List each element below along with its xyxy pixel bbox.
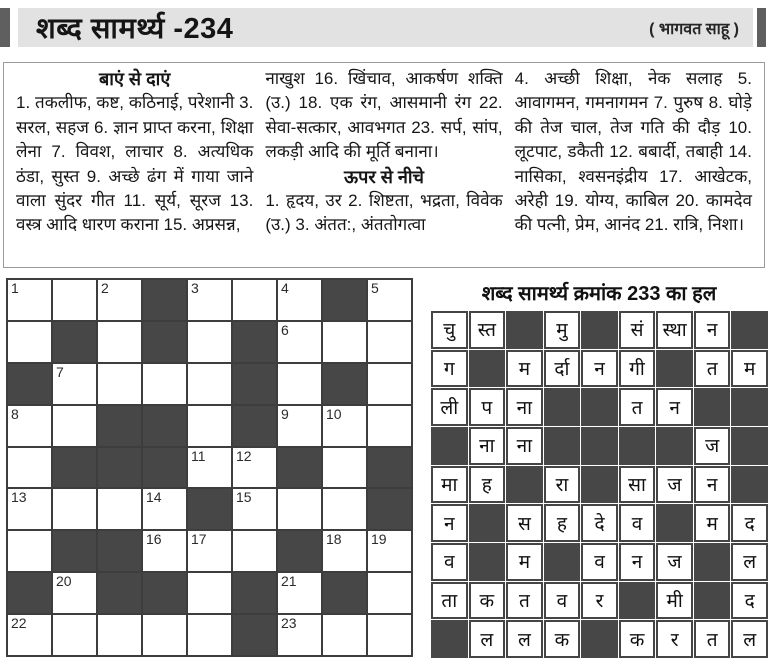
cell-letter: ल [743, 629, 757, 651]
cell-letter: स [517, 513, 531, 535]
crossword-puzzle-grid [6, 278, 413, 657]
cell-number: 7 [56, 363, 64, 380]
puzzle-block-cell [323, 280, 366, 320]
puzzle-cell[interactable] [53, 280, 96, 320]
puzzle-block-cell [143, 573, 186, 613]
solution-block-cell [694, 543, 731, 581]
puzzle-cell[interactable] [323, 615, 366, 655]
puzzle-block-cell [188, 489, 231, 529]
solution-cell [469, 620, 506, 658]
cell-letter: ल [743, 552, 757, 574]
puzzle-block-cell [233, 322, 276, 362]
solution-cell [731, 504, 768, 542]
solution-block-cell [544, 543, 581, 581]
solution-block-cell [431, 620, 468, 658]
puzzle-cell[interactable] [368, 322, 411, 362]
cell-letter: ज [667, 552, 682, 574]
puzzle-cell[interactable] [188, 322, 231, 362]
solution-cell [694, 620, 731, 658]
cell-letter: स्था [662, 320, 687, 342]
puzzle-cell[interactable] [233, 489, 276, 529]
cell-letter: ह [481, 474, 492, 496]
cell-letter: ना [516, 436, 533, 458]
puzzle-cell[interactable] [323, 406, 366, 446]
puzzle-cell[interactable] [278, 322, 321, 362]
puzzle-cell[interactable] [143, 364, 186, 404]
puzzle-block-cell [143, 448, 186, 488]
cell-number: 17 [191, 531, 207, 548]
puzzle-cell[interactable] [8, 280, 51, 320]
solution-cell [469, 466, 506, 504]
cell-number: 1 [11, 280, 19, 296]
solution-cell [506, 427, 543, 465]
puzzle-cell[interactable] [98, 364, 141, 404]
puzzle-cell[interactable] [278, 615, 321, 655]
solution-cell [506, 582, 543, 620]
cell-letter: न [594, 358, 605, 380]
cell-letter: स्त [477, 320, 496, 342]
cell-letter: क [479, 590, 495, 612]
solution-block-cell [694, 388, 731, 426]
solution-block-cell [544, 427, 581, 465]
clues-box [3, 62, 765, 268]
cell-letter: ग [443, 358, 455, 380]
solution-cell [656, 543, 693, 581]
solution-cell [619, 504, 656, 542]
puzzle-cell[interactable] [53, 615, 96, 655]
cell-letter: क [629, 629, 645, 651]
cell-number: 18 [326, 531, 342, 548]
solution-block-cell [544, 388, 581, 426]
cell-letter: व [556, 590, 568, 612]
puzzle-block-cell [143, 406, 186, 446]
cell-letter: न [706, 320, 718, 342]
puzzle-block-cell [368, 448, 411, 488]
cell-letter: क [554, 629, 570, 651]
cell-letter: द [744, 513, 755, 535]
cell-letter: मु [556, 320, 568, 342]
puzzle-cell[interactable] [8, 448, 51, 488]
solution-cell [581, 350, 618, 388]
cell-number: 15 [236, 489, 252, 506]
solution-cell [656, 311, 693, 349]
puzzle-cell[interactable] [368, 406, 411, 446]
solution-cell [506, 504, 543, 542]
cell-letter: द [744, 590, 755, 612]
solution-block-cell [469, 350, 506, 388]
solution-cell [544, 504, 581, 542]
puzzle-block-cell [143, 280, 186, 320]
solution-cell [731, 543, 768, 581]
puzzle-block-cell [53, 448, 96, 488]
puzzle-cell[interactable] [53, 573, 96, 613]
puzzle-cell[interactable] [233, 448, 276, 488]
solution-cell [506, 543, 543, 581]
puzzle-cell[interactable] [188, 364, 231, 404]
cell-number: 8 [11, 405, 19, 422]
across-heading: बाएं से दाएं [99, 69, 171, 89]
solution-cell [656, 466, 693, 504]
cell-letter: सं [630, 320, 644, 342]
puzzle-cell[interactable] [98, 322, 141, 362]
puzzle-cell[interactable] [188, 573, 231, 613]
cell-letter: गी [629, 358, 645, 380]
solution-block-cell [619, 427, 656, 465]
solution-cell [544, 350, 581, 388]
puzzle-block-cell [98, 531, 141, 571]
puzzle-cell[interactable] [98, 280, 141, 320]
puzzle-cell[interactable] [233, 531, 276, 571]
solution-block-cell [656, 350, 693, 388]
cell-number: 12 [236, 447, 252, 464]
solution-block-cell [731, 311, 768, 349]
cell-letter: र [595, 590, 604, 612]
puzzle-cell[interactable] [53, 406, 96, 446]
cell-letter: म [518, 358, 531, 380]
solution-cell [619, 388, 656, 426]
cell-number: 16 [146, 531, 162, 548]
puzzle-block-cell [53, 322, 96, 362]
cell-number: 2 [101, 280, 109, 296]
cell-number: 9 [281, 405, 289, 422]
cell-letter: म [518, 552, 531, 574]
cell-letter: त [706, 629, 718, 651]
solution-cell [694, 504, 731, 542]
solution-cell [656, 620, 693, 658]
solution-heading: शब्द सामर्थ्य क्रमांक 233 का हल [481, 283, 717, 305]
solution-block-cell [506, 466, 543, 504]
header-band [18, 8, 753, 47]
puzzle-cell[interactable] [368, 573, 411, 613]
across-clues-part2: नाखुश 16. खिंचाव, आकर्षण शक्ति (उ.) 18. एक रंग, आसमानी रंग 22. सेवा-सत्कार, आवभगत 23. सर्प, सांप, लकड़ी आदि की मूर्ति बनाना। [265, 69, 503, 162]
puzzle-cell[interactable] [8, 406, 51, 446]
solution-cell [431, 311, 468, 349]
solution-cell [694, 427, 731, 465]
solution-block-cell [581, 466, 618, 504]
cell-number: 11 [191, 447, 206, 464]
solution-block-cell [619, 582, 656, 620]
cell-number: 13 [11, 489, 27, 506]
solution-cell [506, 388, 543, 426]
puzzle-cell[interactable] [278, 364, 321, 404]
cell-letter: ल [480, 629, 494, 651]
puzzle-cell[interactable] [278, 280, 321, 320]
cell-letter: त [706, 358, 718, 380]
solution-cell [431, 466, 468, 504]
puzzle-cell[interactable] [8, 322, 51, 362]
author-credit: ( भागवत साहू ) [649, 20, 739, 38]
cell-letter: न [631, 552, 643, 574]
solution-cell [694, 311, 731, 349]
puzzle-cell[interactable] [53, 489, 96, 529]
puzzle-cell[interactable] [368, 364, 411, 404]
solution-block-cell [469, 543, 506, 581]
puzzle-cell[interactable] [8, 489, 51, 529]
solution-block-cell [731, 388, 768, 426]
puzzle-cell[interactable] [8, 615, 51, 655]
puzzle-cell[interactable] [323, 531, 366, 571]
puzzle-cell[interactable] [188, 615, 231, 655]
cell-number: 14 [146, 489, 162, 506]
puzzle-block-cell [233, 406, 276, 446]
solution-cell [469, 427, 506, 465]
solution-cell [469, 388, 506, 426]
puzzle-block-cell [98, 406, 141, 446]
solution-cell [544, 620, 581, 658]
cell-letter: त [631, 397, 643, 419]
cell-letter: ली [440, 397, 459, 419]
cell-letter: ह [556, 513, 567, 535]
cell-letter: र [670, 629, 679, 651]
right-edge-bar [757, 8, 766, 47]
clue-column-2 [259, 67, 508, 263]
solution-cell [581, 543, 618, 581]
cell-letter: व [631, 513, 643, 535]
puzzle-cell[interactable] [278, 573, 321, 613]
puzzle-cell[interactable] [368, 531, 411, 571]
solution-cell [694, 350, 731, 388]
solution-cell [731, 350, 768, 388]
solution-block-cell [656, 427, 693, 465]
puzzle-cell[interactable] [8, 531, 51, 571]
down-clues-part2: 4. अच्छी शिक्षा, नेक सलाह 5. आवागमन, गमनागमन 7. पुरुष 8. घोड़े की तेज चाल, तेज गति की दौड़ 10. लूटपाट, डकैती 12. बबार्दी, तबाही 14. नासिका, श्वसनइंद्रीय 17. आखेटक, अरेही 19. योग्य, काबिल 20. कामदेव की पत्नी, प्रेम, आनंद 21. रात्रि, निशा। [514, 69, 752, 235]
solution-block-cell [694, 582, 731, 620]
puzzle-block-cell [323, 573, 366, 613]
cell-letter: ल [517, 629, 531, 651]
solution-cell [469, 311, 506, 349]
cell-number: 21 [281, 573, 297, 590]
puzzle-block-cell [233, 573, 276, 613]
cell-number: 23 [281, 615, 297, 632]
solution-block-cell [656, 504, 693, 542]
puzzle-block-cell [98, 448, 141, 488]
across-clues-part1: 1. तकलीफ, कष्ट, कठिनाई, परेशानी 3. सरल, सहज 6. ज्ञान प्राप्त करना, शिक्षा लेना 7. विवश, लाचार 8. अत्यधिक ठंडा, सुस्त 9. अच्छे ढंग में गाया जाने वाला सुंदर गीत 11. सूर्य, सूरज 13. वस्त्र आदि धारण कराना 15. अप्रसन्न, [16, 93, 254, 235]
down-heading: ऊपर से नीचे [344, 166, 424, 187]
cell-letter: प [481, 397, 493, 419]
cell-number: 3 [191, 280, 199, 296]
solution-block-cell [469, 504, 506, 542]
solution-block-cell [581, 620, 618, 658]
puzzle-cell[interactable] [143, 615, 186, 655]
cell-number: 19 [371, 531, 387, 548]
page-title: शब्द सामर्थ्य -234 [36, 13, 234, 45]
solution-cell [656, 582, 693, 620]
solution-cell [431, 350, 468, 388]
cell-letter: म [706, 513, 718, 535]
solution-cell [544, 466, 581, 504]
solution-block-cell [731, 427, 768, 465]
solution-block-cell [731, 466, 768, 504]
puzzle-cell[interactable] [368, 280, 411, 320]
solution-block-cell [581, 388, 618, 426]
puzzle-cell[interactable] [323, 448, 366, 488]
cell-letter: ज [705, 436, 720, 458]
cell-letter: न [669, 397, 680, 419]
cell-letter: ना [479, 436, 495, 458]
solution-cell [544, 311, 581, 349]
puzzle-cell[interactable] [233, 280, 276, 320]
puzzle-cell[interactable] [53, 364, 96, 404]
clue-column-1 [10, 67, 259, 263]
cell-letter: मी [666, 590, 683, 612]
puzzle-cell[interactable] [98, 615, 141, 655]
solution-cell [431, 388, 468, 426]
puzzle-cell[interactable] [188, 448, 231, 488]
solution-cell [656, 388, 693, 426]
cell-letter: चु [443, 320, 456, 342]
solution-cell [619, 350, 656, 388]
solution-cell [731, 620, 768, 658]
cell-letter: र्दा [554, 358, 570, 380]
cell-number: 6 [281, 321, 289, 338]
solution-block-cell [581, 311, 618, 349]
cell-letter: ज [667, 474, 682, 496]
cell-number: 4 [281, 280, 289, 296]
solution-cell [619, 466, 656, 504]
down-clues-part1: 1. हृदय, उर 2. शिष्टता, भद्रता, विवेक (उ.) 3. अंतत:, अंततोगत्वा [265, 191, 503, 235]
solution-cell [581, 504, 618, 542]
left-edge-bar [0, 8, 10, 47]
puzzle-block-cell [53, 531, 96, 571]
puzzle-block-cell [8, 573, 51, 613]
solution-block-cell [431, 427, 468, 465]
solution-cell [431, 543, 468, 581]
cell-letter: ता [441, 590, 458, 612]
solution-cell [619, 311, 656, 349]
puzzle-cell[interactable] [188, 406, 231, 446]
cell-number: 10 [326, 405, 342, 422]
puzzle-cell[interactable] [323, 489, 366, 529]
puzzle-cell[interactable] [323, 322, 366, 362]
solution-block-cell [506, 311, 543, 349]
cell-number: 5 [371, 280, 379, 296]
puzzle-block-cell [143, 322, 186, 362]
puzzle-block-cell [98, 573, 141, 613]
solution-cell [544, 582, 581, 620]
puzzle-cell[interactable] [368, 615, 411, 655]
solution-cell [431, 582, 468, 620]
cell-letter: सा [628, 474, 646, 496]
puzzle-cell[interactable] [143, 489, 186, 529]
solution-cell [619, 543, 656, 581]
puzzle-cell[interactable] [143, 531, 186, 571]
cell-letter: व [594, 552, 605, 574]
cell-letter: रा [555, 474, 569, 496]
puzzle-block-cell [233, 364, 276, 404]
cell-letter: म [744, 358, 756, 380]
puzzle-block-cell [323, 364, 366, 404]
puzzle-block-cell [278, 448, 321, 488]
puzzle-cell[interactable] [98, 489, 141, 529]
solution-cell [731, 582, 768, 620]
cell-letter: न [444, 513, 455, 535]
puzzle-cell[interactable] [188, 531, 231, 571]
solution-cell [506, 350, 543, 388]
crossword-solution-grid [431, 311, 768, 658]
cell-number: 20 [56, 573, 72, 590]
puzzle-block-cell [278, 531, 321, 571]
solution-cell [619, 620, 656, 658]
cell-letter: दे [594, 513, 605, 535]
cell-letter: न [706, 474, 718, 496]
cell-letter: त [518, 590, 530, 612]
solution-block-cell [581, 427, 618, 465]
solution-cell [694, 466, 731, 504]
puzzle-block-cell [8, 364, 51, 404]
cell-letter: मा [441, 474, 458, 496]
puzzle-block-cell [233, 615, 276, 655]
solution-cell [469, 582, 506, 620]
solution-cell [431, 504, 468, 542]
puzzle-cell[interactable] [188, 280, 231, 320]
puzzle-block-cell [368, 489, 411, 529]
cell-letter: व [443, 552, 455, 574]
cell-number: 22 [11, 615, 27, 632]
puzzle-cell[interactable] [278, 406, 321, 446]
puzzle-cell[interactable] [278, 489, 321, 529]
solution-cell [581, 582, 618, 620]
cell-letter: ना [516, 397, 533, 419]
solution-cell [506, 620, 543, 658]
clue-column-3 [509, 67, 758, 263]
